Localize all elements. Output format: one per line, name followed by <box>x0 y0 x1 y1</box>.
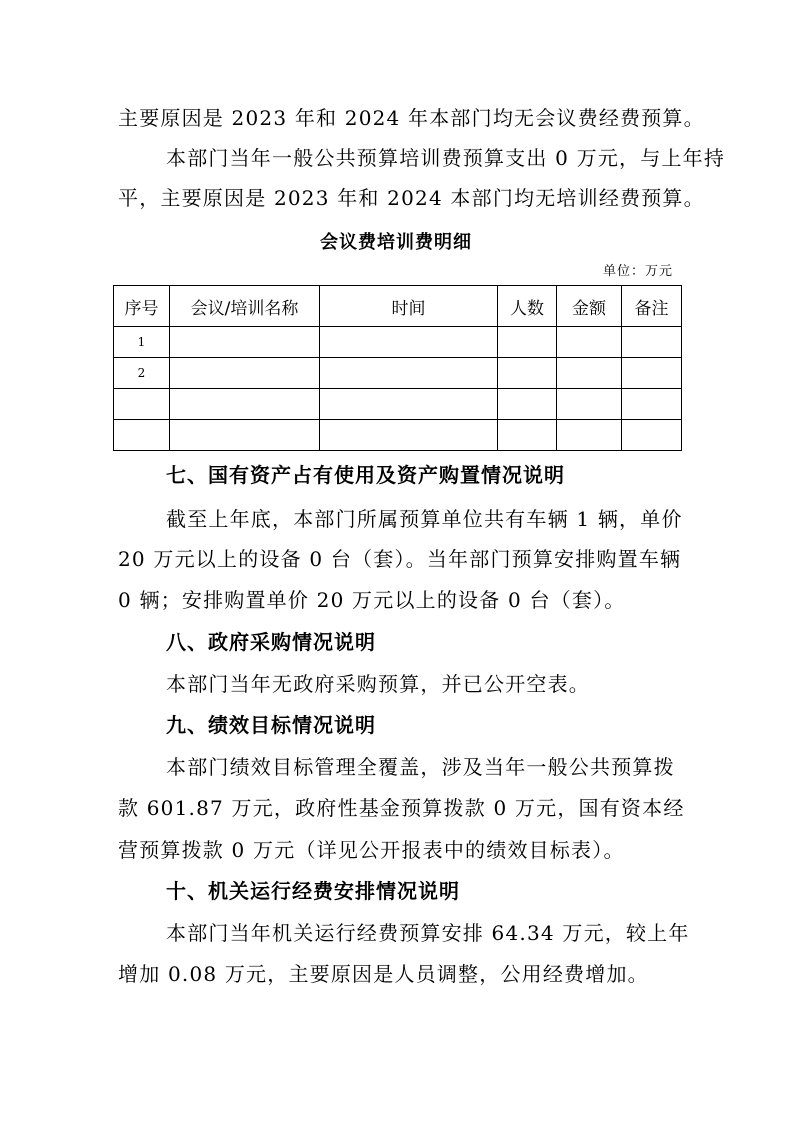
header-cell-amount: 金额 <box>557 286 622 327</box>
table-cell <box>170 389 320 420</box>
section-heading-assets: 七、国有资产占有使用及资产购置情况说明 <box>166 463 565 487</box>
header-cell-time: 时间 <box>320 286 498 327</box>
paragraph-line: 营预算拨款 0 万元（详见公开报表中的绩效目标表）。 <box>118 838 625 862</box>
table-cell <box>557 358 622 389</box>
table-cell <box>170 327 320 358</box>
table-cell <box>557 389 622 420</box>
table-cell <box>622 420 682 451</box>
paragraph-line: 增加 0.08 万元，主要原因是人员调整，公用经费增加。 <box>118 962 649 986</box>
paragraph-line: 款 601.87 万元，政府性基金预算拨款 0 万元，国有资本经 <box>118 796 685 820</box>
paragraph-line: 平，主要原因是 2023 年和 2024 本部门均无培训经费预算。 <box>118 186 705 210</box>
header-cell-name: 会议/培训名称 <box>170 286 320 327</box>
table-cell <box>622 358 682 389</box>
table-row <box>114 327 682 358</box>
table-cell <box>557 327 622 358</box>
table-cell <box>622 327 682 358</box>
table-title: 会议费培训费明细 <box>320 232 472 253</box>
table-row <box>114 358 682 389</box>
table-cell <box>170 358 320 389</box>
meeting-training-table <box>113 285 682 451</box>
table-cell <box>114 420 170 451</box>
paragraph-line: 本部门当年无政府采购预算，并已公开空表。 <box>166 672 590 696</box>
header-cell-index: 序号 <box>114 286 170 327</box>
table-cell <box>498 327 557 358</box>
table-cell <box>320 327 498 358</box>
table-cell <box>498 358 557 389</box>
paragraph-line: 截至上年底，本部门所属预算单位共有车辆 1 辆，单价 <box>166 507 683 531</box>
table-cell <box>320 389 498 420</box>
table-header-row <box>114 286 682 327</box>
table-cell <box>498 420 557 451</box>
paragraph-line: 主要原因是 2023 年和 2024 年本部门均无会议费经费预算。 <box>118 106 705 130</box>
table-cell <box>320 358 498 389</box>
table-unit: 单位：万元 <box>602 264 673 279</box>
table-cell: 1 <box>114 327 170 358</box>
table-cell: 2 <box>114 358 170 389</box>
paragraph-line: 本部门绩效目标管理全覆盖，涉及当年一般公共预算拨 <box>166 755 675 779</box>
paragraph-line: 本部门当年一般公共预算培训费预算支出 0 万元，与上年持 <box>166 146 726 170</box>
header-cell-people: 人数 <box>498 286 557 327</box>
paragraph-line: 20 万元以上的设备 0 台（套）。当年部门预算安排购置车辆 <box>118 547 682 571</box>
table-cell <box>622 389 682 420</box>
paragraph-line: 0 辆；安排购置单价 20 万元以上的设备 0 台（套）。 <box>118 588 626 612</box>
table-cell <box>320 420 498 451</box>
table-cell <box>557 420 622 451</box>
section-heading-operating-costs: 十、机关运行经费安排情况说明 <box>166 879 460 903</box>
table-cell <box>498 389 557 420</box>
header-cell-remark: 备注 <box>622 286 682 327</box>
table-row <box>114 420 682 451</box>
section-heading-performance: 九、绩效目标情况说明 <box>166 713 376 737</box>
table-cell <box>170 420 320 451</box>
table-cell <box>114 389 170 420</box>
table-row <box>114 389 682 420</box>
paragraph-line: 本部门当年机关运行经费预算安排 64.34 万元，较上年 <box>166 921 690 945</box>
section-heading-procurement: 八、政府采购情况说明 <box>166 630 376 654</box>
